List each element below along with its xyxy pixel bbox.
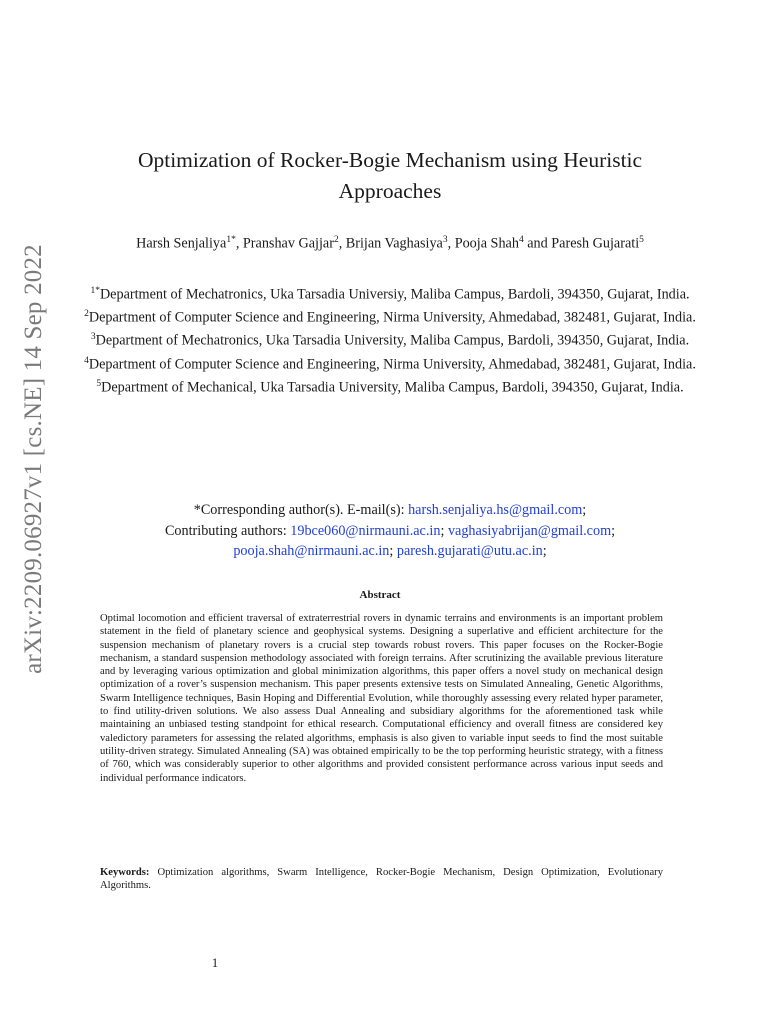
contributing-email-link[interactable]: 19bce060@nirmauni.ac.in — [290, 522, 441, 539]
arxiv-identifier-sidebar — [14, 214, 54, 704]
keywords — [100, 866, 663, 893]
affiliation-marker: 1* — [90, 286, 100, 296]
correspondence — [70, 500, 710, 562]
contributing-email-link[interactable]: pooja.shah@nirmauni.ac.in — [233, 543, 390, 559]
affiliation-marker: 4 — [84, 355, 89, 366]
arxiv-identifier: arXiv:2209.06927v1 [cs.NE] 14 Sep 2022 — [20, 244, 47, 674]
affiliation — [70, 282, 710, 305]
affiliation — [70, 352, 710, 375]
affiliation-text: Department of Mechatronics, Uka Tarsadia University, Maliba Campus, Bardoli, 394350, Gujarat, India. — [95, 333, 690, 350]
contributing-label: Contributing authors: — [164, 522, 291, 539]
affiliation-marker: 3 — [90, 332, 96, 343]
contributing-email-link[interactable]: paresh.gujarati@utu.ac.in — [396, 543, 543, 559]
author-list: Harsh Senjaliya$^{1*}$, Pranshav Gajjar$^2$, Brijan Vaghasiya$^3$, Pooja Shah$^4$ and Paresh Gujarati$^5$ — [136, 235, 644, 252]
abstract-heading: Abstract — [359, 589, 401, 601]
author-affiliation-marker: 1* — [226, 235, 236, 245]
author-name: Brijan Vaghasiya — [345, 235, 443, 252]
author-affiliation-marker: 2 — [333, 235, 339, 245]
contributing-email-link[interactable]: vaghasiyabrijan@gmail.com — [447, 522, 612, 539]
author-affiliation-marker: 5 — [639, 235, 644, 245]
contributing-authors-line: Contributing authors: 19bce060@nirmauni.ac.in; vaghasiyabrijan@gmail.com; — [164, 522, 616, 539]
page-number: 1 — [211, 955, 219, 970]
corresponding-label: *Corresponding author(s). E-mail(s): — [193, 502, 409, 518]
affiliation — [70, 305, 710, 328]
affiliation — [70, 375, 710, 398]
affiliation-text: Department of Computer Science and Engineering, Nirma University, Ahmedabad, 382481, Gujarat, India. — [88, 356, 696, 373]
corresponding-author-line: *Corresponding author(s). E-mail(s): harsh.senjaliya.hs@gmail.com; — [193, 502, 587, 518]
keywords-label: Keywords: — [100, 867, 150, 878]
affiliation-marker: 5 — [96, 378, 102, 389]
contributing-authors-line: pooja.shah@nirmauni.ac.in; paresh.gujarati@utu.ac.in; — [233, 543, 547, 559]
author-affiliation-marker: 3 — [442, 235, 448, 245]
author-name: Pranshav Gajjar — [242, 235, 334, 252]
keywords-text: Optimization algorithms, Swarm Intelligence, Rocker-Bogie Mechanism, Design Optimization, Evolutionary Algorithms. — [100, 867, 664, 892]
affiliation-marker: 2 — [84, 309, 89, 320]
author-name: Harsh Senjaliya — [136, 235, 227, 252]
affiliations — [70, 282, 710, 398]
affiliation-text: Department of Mechanical, Uka Tarsadia University, Maliba Campus, Bardoli, 394350, Gujarat, India. — [101, 379, 684, 396]
affiliation-text: Department of Mechatronics, Uka Tarsadia Universiy, Maliba Campus, Bardoli, 394350, Gujarat, India. — [99, 286, 690, 303]
author-name: Pooja Shah — [454, 235, 519, 252]
affiliation — [70, 328, 710, 351]
author-name: Paresh Gujarati — [551, 235, 640, 252]
corresponding-email-link[interactable]: harsh.senjaliya.hs@gmail.com — [408, 502, 583, 518]
affiliation-text: Department of Computer Science and Engineering, Nirma University, Ahmedabad, 382481, Gujarat, India. — [88, 309, 696, 326]
author-affiliation-marker: 4 — [518, 235, 524, 245]
paper-title: Optimization of Rocker-Bogie Mechanism using Heuristic Approaches — [137, 148, 643, 203]
abstract-text: Optimal locomotion and efficient traversal of extraterrestrial rovers in dynamic terrains and environments is an important problem statement in the field of planetary science and geophysical systems. Designing a superlative and efficient architecture for the suspension mechanism of planetary rovers is a crucial step towards robust rovers. This paper focuses on the Rocker-Bogie mechanism, a standard suspension methodology associated with foreign terrains. After scrutinizing the available previous literature and by leveraging various optimization and global minimization algorithms, this paper offers a novel study on mechanical design optimization of a rover’s suspension mechanism. This paper presents extensive tests on Simulated Annealing, Genetic Algorithms, Swarm Intelligence techniques, Basin Hoping and Differential Evolution, while thoroughly assessing every related hyper parameter, to find utility-driven solutions. We also assess Dual Annealing and subsidiary algorithms for the aforementioned task while maintaining an unbiased testing standpoint for ethical research. Computational efficiency and overall fitness are considered key valedictory parameters for assessing the related algorithms, emphasis is also given to variable input seeds to find the most suitable utility-driven strategy. Simulated Annealing (SA) was obtained empirically to be the top performing heuristic strategy, with a fitness of 760, which was considerably superior to other algorithms and provided consistent performance across various input seeds and individual performance indicators. — [100, 613, 663, 784]
